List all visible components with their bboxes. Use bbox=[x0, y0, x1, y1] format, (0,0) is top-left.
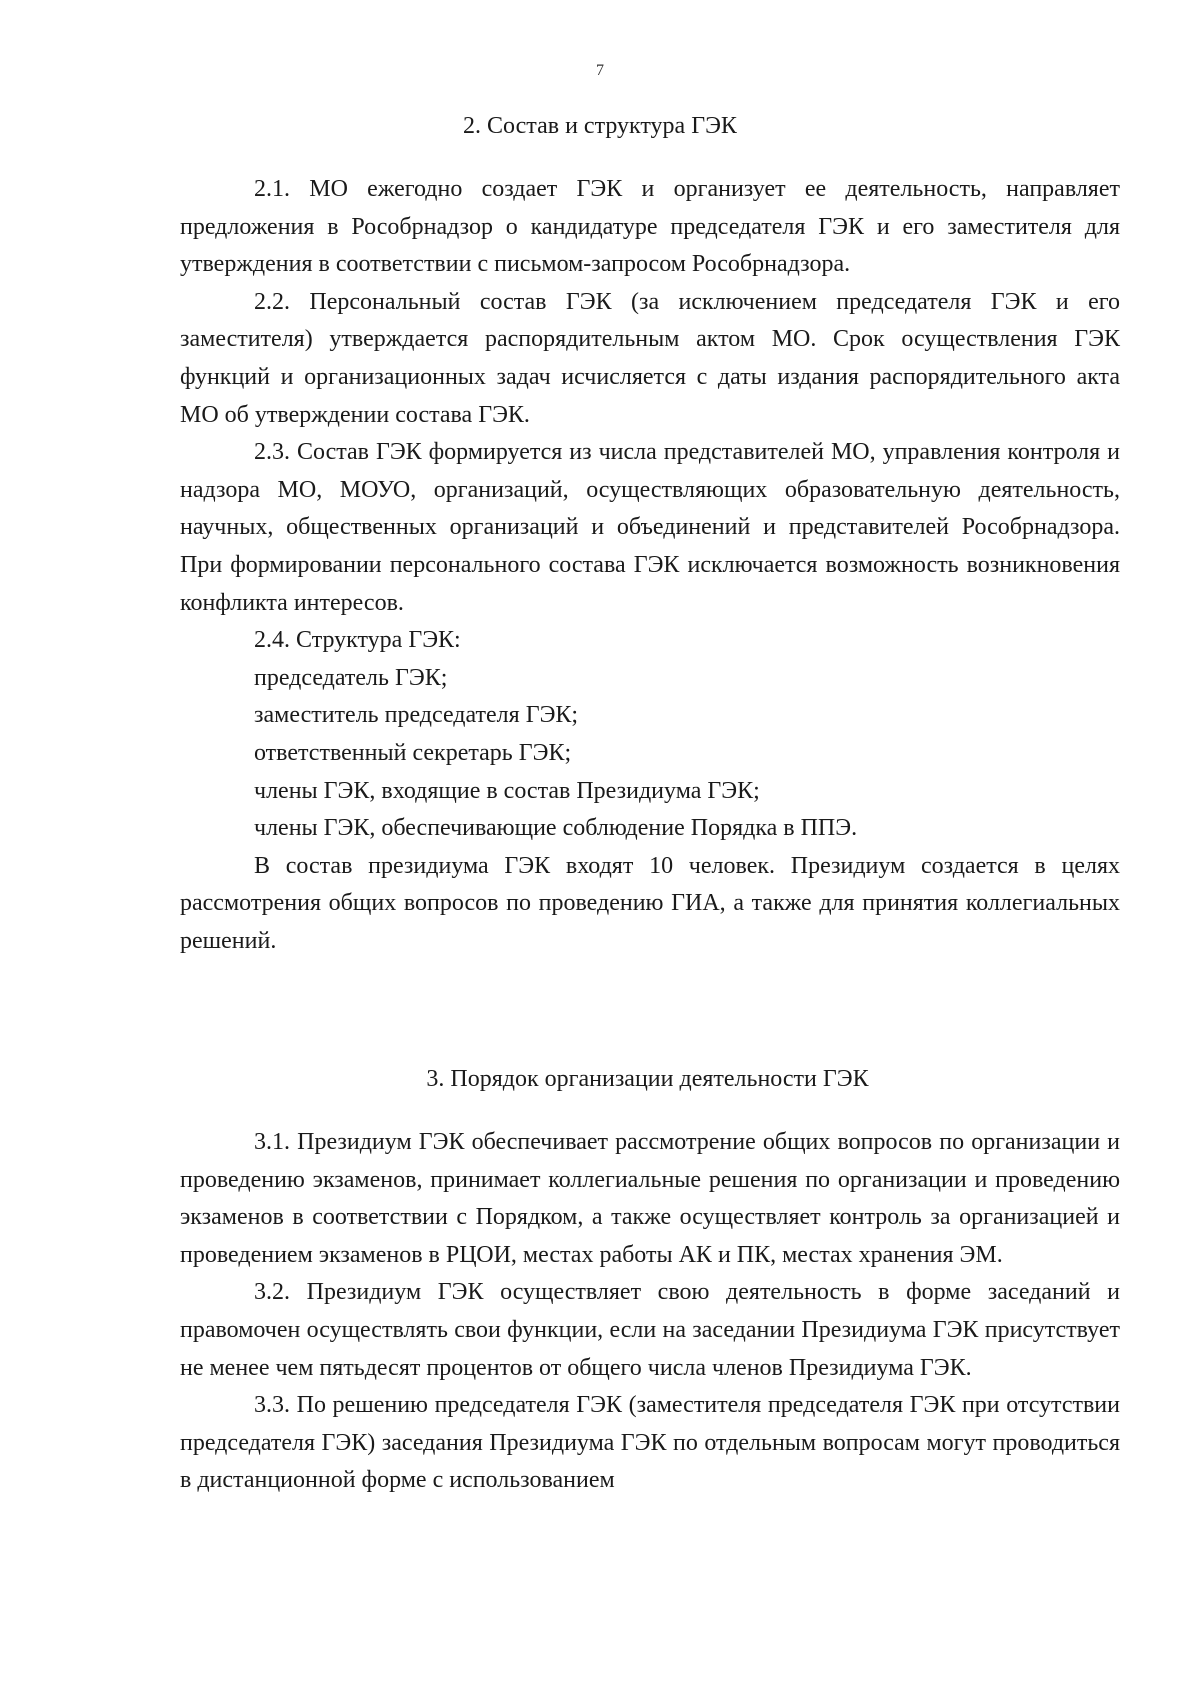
paragraph-2-2: 2.2. Персональный состав ГЭК (за исключением председателя ГЭК и его заместителя) утверждается распорядительным актом МО. Срок осуществления ГЭК функций и организационных задач исчисляется с даты издания распорядительного акта МО об утверждении состава ГЭК. bbox=[180, 288, 1120, 428]
section-2-heading: 2. Состав и структура ГЭК bbox=[463, 113, 737, 139]
section-2-body bbox=[180, 171, 1120, 960]
section-3-body bbox=[180, 1124, 1120, 1500]
structure-item-presidium-members: члены ГЭК, входящие в состав Президиума ГЭК; bbox=[254, 777, 760, 804]
paragraph-2-3: 2.3. Состав ГЭК формируется из числа представителей МО, управления контроля и надзора МО, МОУО, организаций, осуществляющих образовательную деятельность, научных, общественных организаций и объединений и представителей Рособрнадзора. При формировании персонального состава ГЭК исключается возможность возникновения конфликта интересов. bbox=[180, 439, 1120, 616]
paragraph-3-1: 3.1. Президиум ГЭК обеспечивает рассмотрение общих вопросов по организации и проведению экзаменов, принимает коллегиальные решения по организации и проведению экзаменов в соответствии с Порядком, а также осуществляет контроль за организацией и проведением экзаменов в РЦОИ, местах работы АК и ПК, местах хранения ЭМ. bbox=[180, 1129, 1120, 1268]
paragraph-2-1: 2.1. МО ежегодно создает ГЭК и организует ее деятельность, направляет предложения в Рособрнадзор о кандидатуре председателя ГЭК и его заместителя для утверждения в соответствии с письмом-запросом Рособрнадзора. bbox=[180, 176, 1120, 278]
paragraph-3-2: 3.2. Президиум ГЭК осуществляет свою деятельность в форме заседаний и правомочен осуществлять свои функции, если на заседании Президиума ГЭК присутствует не менее чем пятьдесят процентов от общего числа членов Президиума ГЭК. bbox=[180, 1279, 1120, 1381]
section-3-heading: 3. Порядок организации деятельности ГЭК bbox=[426, 1066, 869, 1092]
structure-item-chairman: председатель ГЭК; bbox=[254, 664, 448, 691]
structure-item-deputy: заместитель председателя ГЭК; bbox=[254, 702, 579, 729]
paragraph-3-3: 3.3. По решению председателя ГЭК (заместителя председателя ГЭК при отсутствии председателя ГЭК) заседания Президиума ГЭК по отдельным вопросам могут проводиться в дистанционной форме с использованием bbox=[180, 1392, 1120, 1494]
paragraph-2-4: 2.4. Структура ГЭК: bbox=[254, 627, 461, 654]
page-number: 7 bbox=[596, 62, 604, 79]
structure-item-ppe-members: члены ГЭК, обеспечивающие соблюдение Порядка в ППЭ. bbox=[254, 815, 858, 842]
paragraph-presidium: В состав президиума ГЭК входят 10 человек. Президиум создается в целях рассмотрения общих вопросов по проведению ГИА, а также для принятия коллегиальных решений. bbox=[180, 852, 1120, 954]
structure-item-secretary: ответственный секретарь ГЭК; bbox=[254, 739, 572, 766]
